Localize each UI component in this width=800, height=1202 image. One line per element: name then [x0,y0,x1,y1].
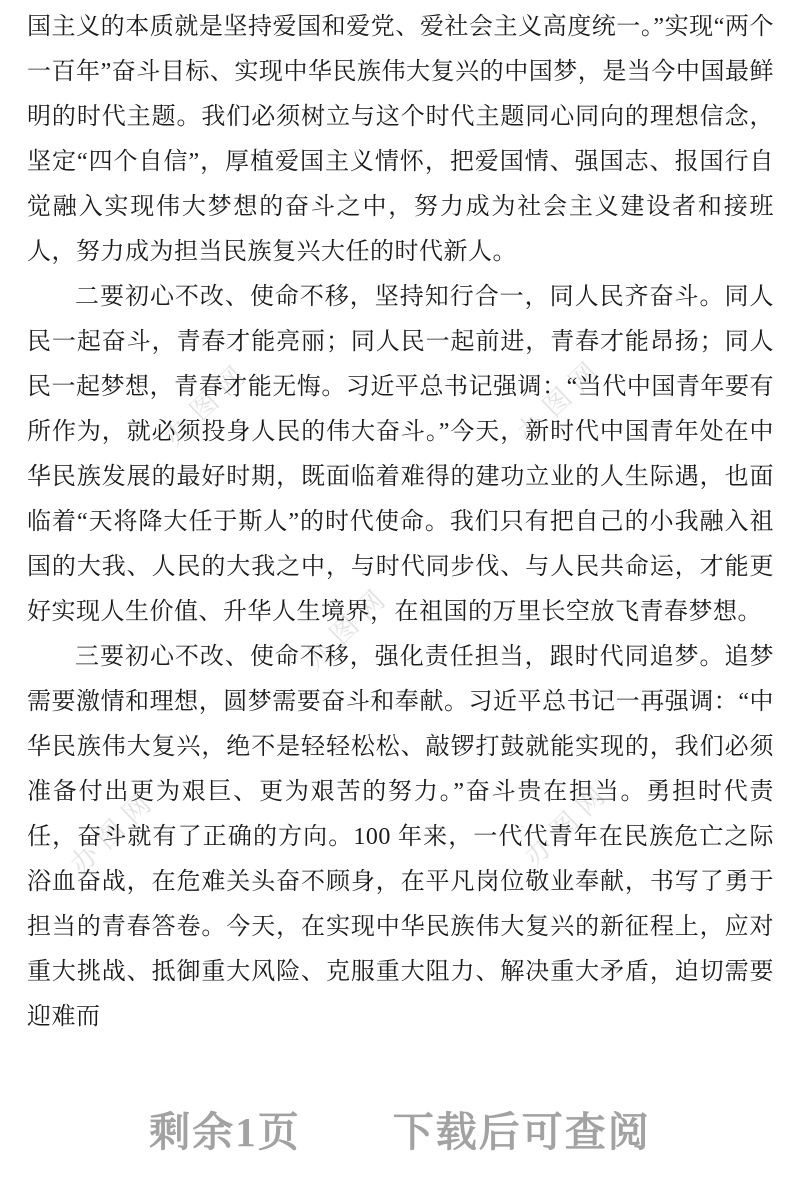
site-watermark: 办图网 [64,782,164,880]
body-paragraph-second-point: 二要初心不改、使命不移，坚持知行合一，同人民齐奋斗。同人民一起奋斗，青春才能亮丽；同人民一起前进，青春才能昂扬；同人民一起梦想，青春才能无悔。习近平总书记强调：“当代中国青年要有所作为，就必须投身人民的伟大奋斗。”今天，新时代中国青年处在中华民族发展的最好时期，既面临着难得的建功立业的人生际遇，也面临着“天将降大任于斯人”的时代使命。我们只有把自己的小我融入祖国的大我、人民的大我之中，与时代同步伐、与人民共命运，才能更好实现人生价值、升华人生境界，在祖国的万里长空放飞青春梦想。 [27,284,774,625]
body-paragraph-continuation: 国主义的本质就是坚持爱国和爱党、爱社会主义高度统一。”实现“两个一百年”奋斗目标、实现中华民族伟大复兴的中国梦，是当今中国最鲜明的时代主题。我们必须树立与这个时代主题同心同向的理想信念，坚定“四个自信”，厚植爱国主义情怀，把爱国情、强国志、报国行自觉融入实现伟大梦想的奋斗之中，努力成为社会主义建设者和接班人，努力成为担当民族复兴大任的时代新人。 [27,14,774,265]
download-to-view-label: 下载后可查阅 [392,1109,651,1155]
site-watermark: 办图网 [511,350,611,448]
document-body [27,5,774,1040]
body-paragraph-third-point: 三要初心不改、使命不移，强化责任担当，跟时代同追梦。追梦需要激情和理想，圆梦需要奋斗和奉献。习近平总书记一再强调：“中华民族伟大复兴，绝不是轻轻松松、敲锣打鼓就能实现的，我们必须准备付出更为艰巨、更为艰苦的努力。”奋斗贵在担当。勇担时代责任，奋斗就有了正确的方向。100 年来，一代代青年在民族危亡之际浴血奋战，在危难关头奋不顾身，在平凡岗位敬业奉献，书写了勇于担当的青春答卷。今天，在实现中华民族伟大复兴的新征程上，应对重大挑战、抵御重大风险、克服重大阻力、解决重大矛盾，迫切需要迎难而 [27,644,774,1030]
site-watermark: 办图网 [518,774,618,872]
pages-remaining-label: 剩余1页 [149,1109,301,1155]
site-watermark: 办图网 [298,578,398,676]
pages-remaining-notice [0,1099,800,1158]
site-watermark: 办图网 [158,354,258,452]
